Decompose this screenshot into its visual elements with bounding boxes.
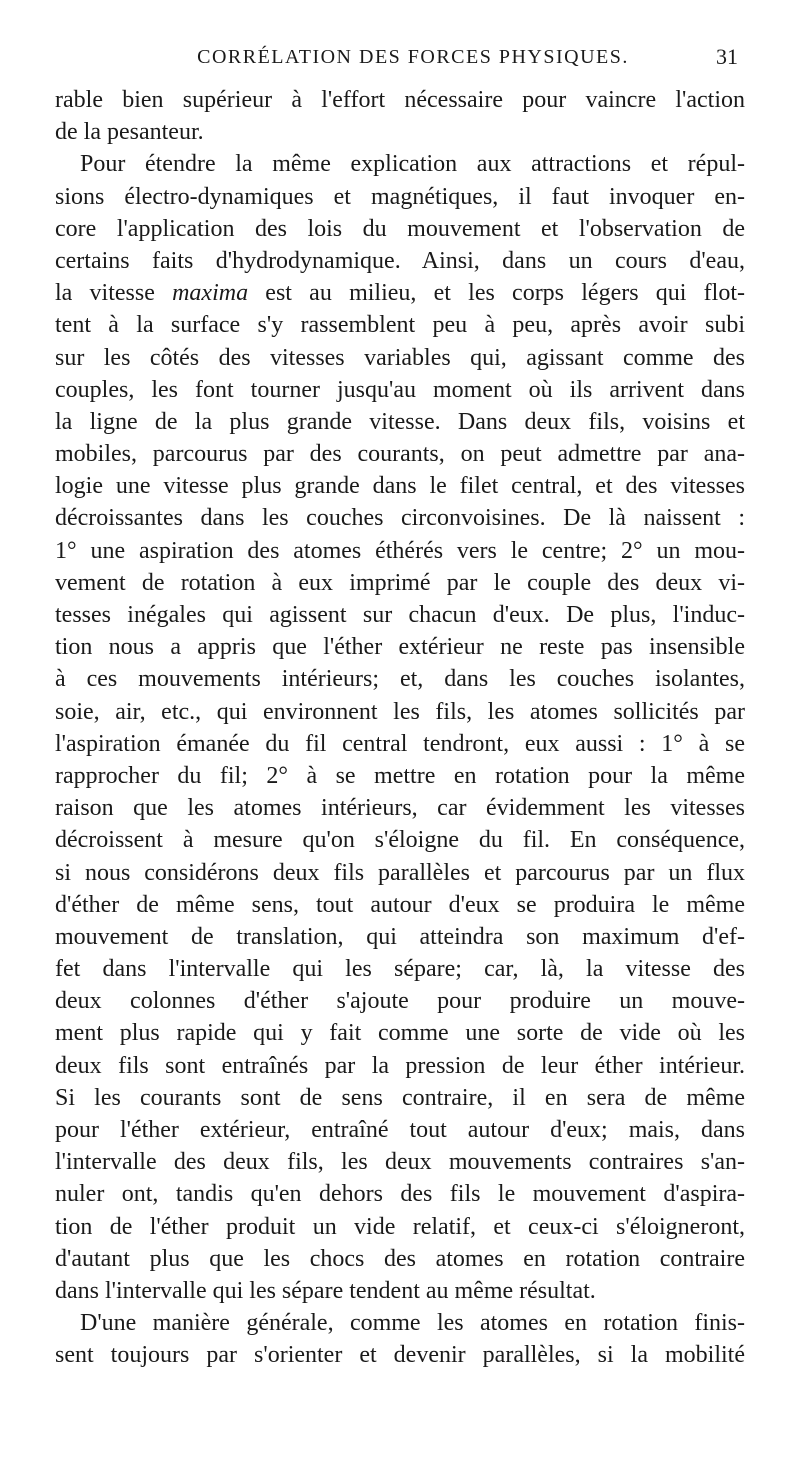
text-line: l'aspiration émanée du fil central tendront, eux aussi : 1° à se — [55, 730, 745, 757]
text-line — [55, 277, 745, 309]
text-fragment: la vitesse — [55, 280, 173, 307]
text-line: tesses inégales qui agissent sur chacun d'eux. De plus, l'induc- — [55, 602, 745, 628]
text-line: soie, air, etc., qui environnent les fils, les atomes sollicités par — [55, 698, 745, 725]
paragraph-start-line: D'une manière générale, comme les atomes en rotation finis- — [80, 1310, 745, 1337]
text-line: vement de rotation à eux imprimé par le couple des deux vi- — [55, 569, 745, 596]
text-line: logie une vitesse plus grande dans le filet central, et des vitesses — [55, 473, 745, 500]
body-text — [55, 84, 745, 1372]
text-line: deux colonnes d'éther s'ajoute pour produire un mouve- — [55, 988, 745, 1015]
text-line: Si les courants sont de sens contraire, il en sera de même — [55, 1084, 745, 1111]
text-line: mobiles, parcourus par des courants, on peut admettre par ana- — [55, 441, 745, 468]
text-line: pour l'éther extérieur, entraîné tout autour d'eux; mais, dans — [55, 1117, 745, 1143]
text-line: rapprocher du fil; 2° à se mettre en rotation pour la même — [55, 762, 745, 789]
text-line: fet dans l'intervalle qui les sépare; car, là, la vitesse des — [55, 956, 745, 983]
text-line: d'éther de même sens, tout autour d'eux se produira le même — [55, 891, 745, 918]
italic-term: maxima — [172, 280, 249, 307]
text-line: sur les côtés des vitesses variables qui, agissant comme des — [55, 344, 745, 371]
text-line: certains faits d'hydrodynamique. Ainsi, dans un cours d'eau, — [55, 247, 745, 274]
text-line: tent à la surface s'y rassemblent peu à peu, après avoir subi — [55, 312, 745, 339]
text-line: deux fils sont entraînés par la pression de leur éther intérieur. — [55, 1052, 745, 1079]
text-line: à ces mouvements intérieurs; et, dans les couches isolantes, — [55, 666, 745, 693]
text-line: rable bien supérieur à l'effort nécessaire pour vaincre l'action — [55, 87, 745, 113]
text-line: nuler ont, tandis qu'en dehors des fils le mouvement d'aspira- — [55, 1181, 745, 1208]
text-line: l'intervalle des deux fils, les deux mouvements contraires s'an- — [55, 1149, 745, 1176]
text-line: dans l'intervalle qui les sépare tendent au même résultat. — [55, 1277, 596, 1304]
text-line: si nous considérons deux fils parallèles et parcourus par un flux — [55, 859, 745, 886]
text-line: de la pesanteur. — [55, 119, 204, 146]
text-line: tion nous a appris que l'éther extérieur ne reste pas insensible — [55, 634, 745, 661]
text-line: sent toujours par s'orienter et devenir parallèles, si la mobilité — [55, 1342, 745, 1369]
text-line: tion de l'éther produit un vide relatif, et ceux-ci s'éloigneront, — [55, 1213, 745, 1240]
text-line: mouvement de translation, qui atteindra son maximum d'ef- — [55, 923, 745, 950]
text-line: 1° une aspiration des atomes éthérés vers le centre; 2° un mou- — [55, 537, 745, 564]
page-number: 31 — [716, 44, 738, 69]
paragraph-start-line: Pour étendre la même explication aux attractions et répul- — [80, 151, 745, 178]
text-fragment: est au milieu, et les corps légers qui flot- — [248, 280, 745, 307]
text-line: décroissantes dans les couches circonvoisines. De là naissent : — [55, 505, 745, 532]
text-line: la ligne de la plus grande vitesse. Dans deux fils, voisins et — [55, 408, 745, 435]
running-title: CORRÉLATION DES FORCES PHYSIQUES. — [197, 46, 629, 68]
running-head — [88, 43, 738, 73]
text-line: sions électro-dynamiques et magnétiques, il faut invoquer en- — [55, 183, 745, 210]
text-line: d'autant plus que les chocs des atomes en rotation contraire — [55, 1245, 745, 1272]
text-line: décroissent à mesure qu'on s'éloigne du fil. En conséquence, — [55, 827, 745, 854]
text-line: ment plus rapide qui y fait comme une sorte de vide où les — [55, 1020, 745, 1047]
text-line: raison que les atomes intérieurs, car évidemment les vitesses — [55, 795, 745, 822]
text-line: core l'application des lois du mouvement et l'observation de — [55, 215, 745, 242]
text-line: couples, les font tourner jusqu'au moment où ils arrivent dans — [55, 376, 745, 403]
